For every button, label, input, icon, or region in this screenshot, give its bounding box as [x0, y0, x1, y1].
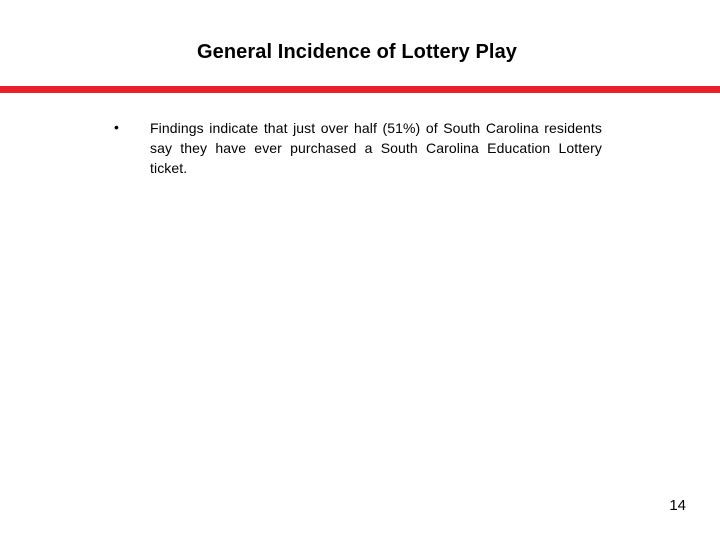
bullet-marker: • — [114, 119, 119, 135]
title-underline-rule — [0, 86, 720, 93]
page-number: 14 — [669, 497, 686, 514]
bullet-text: Findings indicate that just over half (51%) of South Carolina residents say they have ever purchased a South Carolina Education Lottery ticket. — [150, 120, 602, 176]
slide-title: General Incidence of Lottery Play — [196, 41, 518, 63]
